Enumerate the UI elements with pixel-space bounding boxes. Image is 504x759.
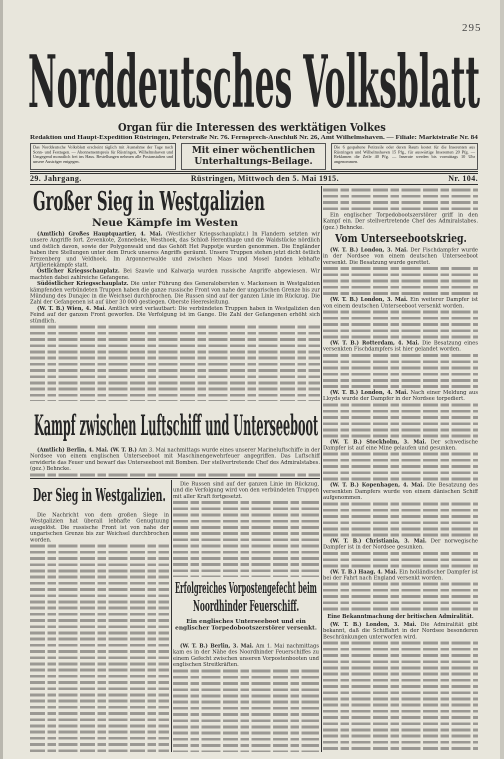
paragraph: (W. T. B.) London, 3. Mai. Die Admiralität gibt bekannt, daß die Schiffahrt in der Nordsee besonderen Beschränkungen unterworfen wird. <box>323 621 478 640</box>
page-number: 295 <box>462 22 482 34</box>
illegible-text <box>323 581 478 612</box>
paragraph: (Amtlich) Berlin, 4. Mai. (W. T. B.) Am 3. Mai nachmittags wurde eines unserer Marineluftschiffe in der Nordsee von einem englischen Unterseeboot mit Maschinengewehrfeuer angegriffen. Das Luftschiff erwiderte das Feuer und bewarf das Unterseeboot mit Bomben. Der stellvertretende Chef des Admiralstabes. (gez.) Behncke. <box>30 447 320 472</box>
dateline-rule <box>30 184 478 185</box>
illegible-text <box>323 451 478 482</box>
commentary-headline: Der Sieg in Westgalizien. <box>33 485 166 506</box>
illegible-text <box>323 402 478 439</box>
supplement-line-1: Mit einer wöchentlichen <box>191 146 316 156</box>
airship-headline: Kampf zwischen Luftschiff und Unterseeboot <box>34 409 318 442</box>
airship-article-body <box>30 447 320 477</box>
naval-article-continuation <box>323 187 478 231</box>
subscription-info-box: Das Norddeutsche Volksblatt erscheint täglich mit Ausnahme der Tage nach Sonn- und Festtagen. — Abonnementspreis für Rüstringen, Wilhelmshaven und Umgegend monatlich frei ins Haus. Bestellungen nehmen alle Postanstalten und unsere Austräger entgegen. <box>30 143 176 170</box>
dateline <box>30 174 478 183</box>
masthead-address: Redaktion und Haupt-Expedition Rüstringen, Peterstraße Nr. 76. Fernsprech-Anschluß Nr. 26, Amt Wilhelmshaven. — Filiale: Marktstraße Nr. 84 <box>30 135 478 141</box>
paragraph: (W. T. B.) London, 3. Mai. Ein weiterer Dampfer ist von einem deutschen Unterseeboot versenkt worden. <box>323 296 478 309</box>
illegible-text <box>323 187 478 212</box>
paragraph: (W. T. B.) Stockholm, 3. Mai. Der schwedische Dampfer ist auf eine Mine gelaufen und gesunken. <box>323 438 478 452</box>
paragraph: Östlicher Kriegsschauplatz. Bei Szawle und Kalwarja wurden russische Angriffe abgewiesen. Wir machten dabei zahlreiche Gefangene. <box>30 268 320 281</box>
submarine-war-body <box>323 247 478 752</box>
supplement-line-2: Unterhaltungs-Beilage. <box>194 157 313 167</box>
notice-heading: Eine Bekanntmachung der britischen Admiralität. <box>327 613 474 620</box>
illegible-text <box>173 668 319 752</box>
issue-date: Rüstringen, Mittwoch den 5. Mai 1915. <box>190 174 339 183</box>
illegible-text <box>323 352 478 389</box>
illegible-text <box>323 550 478 569</box>
illegible-text <box>323 309 478 340</box>
illegible-text <box>173 500 319 577</box>
volume: 29. Jahrgang. <box>30 174 82 183</box>
naval-article-body <box>173 643 319 752</box>
issue-number: Nr. 104. <box>448 174 478 183</box>
paragraph: (W. T. B.) Christiania, 3. Mai. Der norwegische Dampfer ist in der Nordsee gesunken. <box>323 537 478 551</box>
section-rule <box>30 478 320 479</box>
paragraph: (W. T. B.) Rotterdam, 4. Mai. Die Besatzung eines versenkten Fischdampfers ist hier gelandet worden. <box>323 340 478 353</box>
commentary-body <box>30 512 169 752</box>
paragraph: (W. T. B.) Kopenhagen, 4. Mai. Die Besatzung des versenkten Dampfers wurde von einem dänischen Schiff aufgenommen. <box>323 482 478 501</box>
main-headline: Großer Sieg in Westgalizien <box>33 187 265 217</box>
advertising-rates-box: Die 6 gespaltene Petitzeile oder deren Raum kostet für die Inserenten aus Rüstringen und Wilhelmshaven 15 Pfg., für auswärtige Inserenten 20 Pfg. — Reklamen die Zeile 40 Pfg. — Inserate werden bis vormittags 10 Uhr angenommen. <box>331 143 478 170</box>
masthead-subtitle: Organ für die Interessen des werktätigen Volkes <box>118 121 386 134</box>
illegible-text <box>30 543 169 752</box>
naval-subheadline: Ein englisches Unterseeboot und ein englischer Torpedobootszerstörer versenkt. <box>175 618 317 631</box>
supplement-box <box>181 143 326 170</box>
naval-headline-line-2: Noordhinder Feuerschiff. <box>193 598 299 615</box>
paragraph: (W. T. B.) Wien, 4. Mai. Amtlich wird verlautbart: Die verbündeten Truppen haben in Westgalizien den Feind auf der ganzen Front geworfen. Die Verfolgung ist im Gange. Die Zahl der Gefangenen erhöht sich stündlich. <box>30 305 320 324</box>
main-article-body <box>30 231 320 401</box>
column-rule-right <box>321 186 322 752</box>
paragraph: Ein englischer Torpedobootszerstörer griff in den Kampf ein. Der stellvertretende Chef des Admiralstabes. (gez.) Behncke. <box>323 212 478 231</box>
column-rule-left <box>171 480 172 752</box>
paragraph: (Amtlich) Großes Hauptquartier, 4. Mai. (Westlicher Kriegsschauplatz.) In Flandern setzten wir unsere Angriffe fort. Zevenkote, Zonnebeke, Westhoek, das Schloß Herenthage und die Waldstücke nördlich und östlich davon, sowie der Polygonwald und das Gehöft Het Pappotje wurden genommen. Die Engländer haben ihre Stellungen unter dem Druck unseres Angriffs geräumt. Unsere Truppen stehen jetzt dicht östlich Frezenberg und Veldhoek. Im Argonnerwalde und zwischen Maas und Mosel fanden lebhafte Artilleriekämpfe statt. <box>30 231 320 269</box>
paragraph: Die Nachricht von dem großen Siege in Westgalizien hat überall lebhafte Genugtuung ausgelöst. Die russische Front ist von nahe der ungarischen Grenze bis zur Weichsel durchbrochen worden. <box>30 512 169 543</box>
naval-headline-line-1: Erfolgreiches Vorpostengefecht beim <box>175 580 317 597</box>
submarine-war-headline: Vom Unterseebootskrieg. <box>335 232 467 245</box>
main-subheadline: Neue Kämpfe im Westen <box>92 218 238 229</box>
masthead-title: Norddeutsches Volksblatt <box>28 44 480 122</box>
paragraph: Südöstlicher Kriegsschauplatz. Die unter Führung des Generalobersten v. Mackensen in Westgalizien kämpfenden verbündeten Truppen haben die ganze russische Front von nahe der ungarischen Grenze bis zur Mündung des Dunajec in die Weichsel durchbrochen. Die Russen sind auf der ganzen Linie im Rückzug. Die Zahl der Gefangenen ist auf über 30 000 gestiegen. Oberste Heeresleitung. <box>30 280 320 306</box>
illegible-text <box>30 324 320 401</box>
illegible-text <box>323 501 478 538</box>
commentary-continuation <box>173 481 319 577</box>
illegible-text <box>30 472 320 477</box>
paragraph: (W. T. B.) London, 4. Mai. Nach einer Meldung aus Lloyds wurde der Dampfer in der Nordsee torpediert. <box>323 389 478 402</box>
illegible-text <box>323 640 478 752</box>
paragraph: (W. T. B.) Berlin, 3. Mai. Am 1. Mai nachmittags kam es in der Nähe des Noordhinder Feuerschiffes zu einem Gefecht zwischen unseren Vorpostenbooten und englischen Streitkräften. <box>173 643 319 668</box>
paragraph: (W. T. B.) London, 3. Mai. Der Fischdampfer wurde in der Nordsee von einem deutschen Unterseeboot versenkt. Die Besatzung wurde gerettet. <box>323 247 478 266</box>
paragraph: Die Russen sind auf der ganzen Linie im Rückzug, und die Verfolgung wird von den verbündeten Truppen mit aller Kraft fortgesetzt. <box>173 481 319 500</box>
illegible-text <box>323 266 478 297</box>
paragraph: (W. T. B.) Haag, 4. Mai. Ein holländischer Dampfer ist bei der Fahrt nach England versenkt worden. <box>323 568 478 581</box>
